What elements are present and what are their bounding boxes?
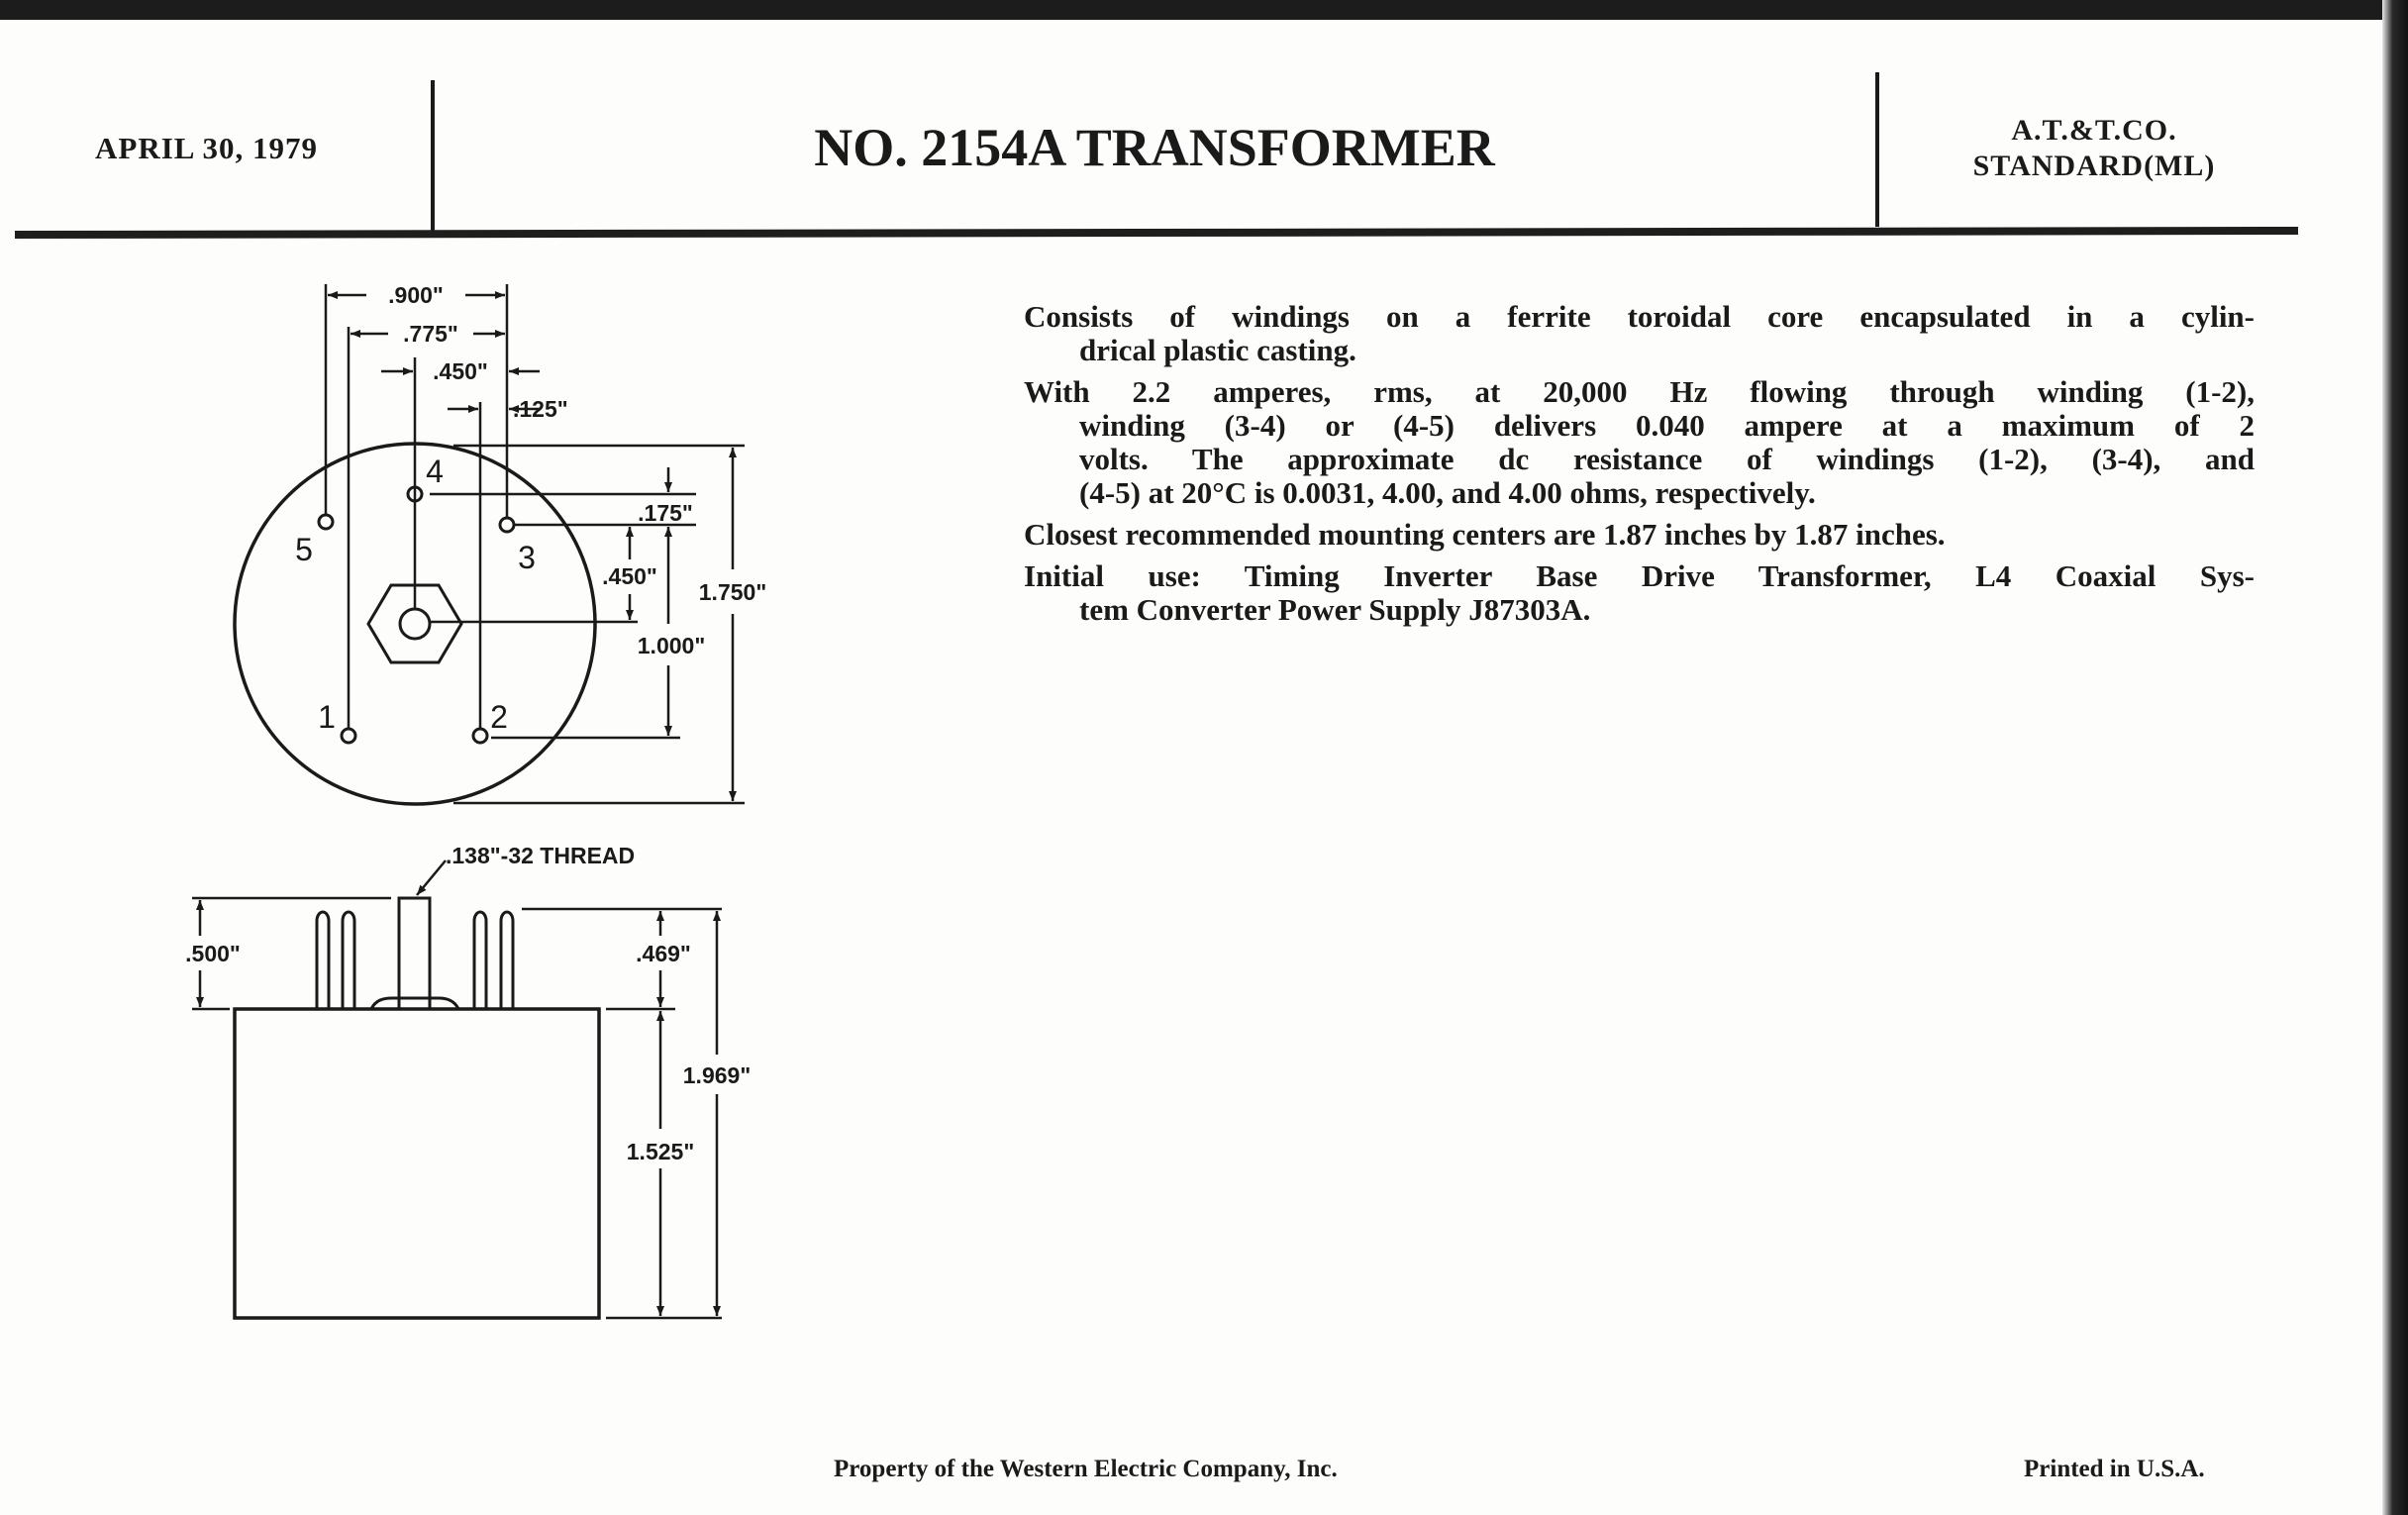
description-paragraph <box>1024 300 2255 367</box>
footer-property: Property of the Western Electric Company, Inc. <box>834 1456 1338 1482</box>
pin-label-3: 3 <box>518 540 536 575</box>
description <box>1024 300 2255 635</box>
dim-1750: 1.750" <box>698 579 767 605</box>
pin-label-2: 2 <box>490 699 508 735</box>
text-line: volts. The approximate dc resistance of windings (1-2), (3-4), and <box>1079 443 2255 476</box>
page-title: NO. 2154A TRANSFORMER <box>814 118 1495 177</box>
casing-body <box>235 1009 599 1318</box>
terminal-pin <box>501 912 513 1009</box>
pin-label-1: 1 <box>318 699 336 735</box>
dim-175: .175" <box>638 500 693 526</box>
dim-900: .900" <box>388 282 444 308</box>
pin-5-hole <box>319 515 333 529</box>
org-name: A.T.&T.CO. <box>2011 114 2177 147</box>
pin-label-5: 5 <box>295 532 313 567</box>
dim-500: .500" <box>185 941 241 966</box>
dim-469: .469" <box>636 941 691 966</box>
issue-date: APRIL 30, 1979 <box>95 131 318 165</box>
dim-450-horizontal: .450" <box>433 358 488 384</box>
description-paragraph <box>1024 518 2255 552</box>
text-line: With 2.2 amperes, rms, at 20,000 Hz flowing through winding (1-2), <box>1024 375 2255 409</box>
text-line: tem Converter Power Supply J87303A. <box>1079 592 1591 627</box>
pin-2-hole <box>473 729 487 743</box>
dim-1525: 1.525" <box>626 1139 695 1164</box>
dim-1000: 1.000" <box>637 633 706 658</box>
standard-type: STANDARD(ML) <box>1972 150 2216 182</box>
dim-775: .775" <box>403 321 458 347</box>
text-line: Closest recommended mounting centers are 1.87 inches by 1.87 inches. <box>1024 517 1946 552</box>
threaded-stud <box>399 898 430 1009</box>
pin-3-hole <box>500 518 514 532</box>
text-line: drical plastic casting. <box>1079 333 1356 367</box>
pin-label-4: 4 <box>426 454 444 489</box>
terminal-pin <box>317 912 329 1009</box>
side-extension-lines <box>192 860 722 1318</box>
description-paragraph <box>1024 559 2255 627</box>
terminal-pin <box>343 912 354 1009</box>
text-line: Initial use: Timing Inverter Base Drive Transformer, L4 Coaxial Sys- <box>1024 559 2255 593</box>
footer-printed: Printed in U.S.A. <box>2024 1456 2205 1482</box>
description-paragraph <box>1024 375 2255 510</box>
text-line: (4-5) at 20°C is 0.0031, 4.00, and 4.00 ohms, respectively. <box>1079 475 1816 510</box>
dim-1969: 1.969" <box>682 1062 752 1088</box>
stud-hole <box>400 609 430 639</box>
dim-450-vertical: .450" <box>602 563 657 589</box>
pin-1-hole <box>342 729 355 743</box>
terminal-pin <box>474 912 486 1009</box>
dim-125: .125" <box>513 396 568 422</box>
text-line: winding (3-4) or (4-5) delivers 0.040 ampere at a maximum of 2 <box>1079 409 2255 443</box>
text-line: Consists of windings on a ferrite toroidal core encapsulated in a cylin- <box>1024 300 2255 334</box>
side-view <box>192 860 722 1318</box>
thread-callout: .138"-32 THREAD <box>446 843 636 868</box>
